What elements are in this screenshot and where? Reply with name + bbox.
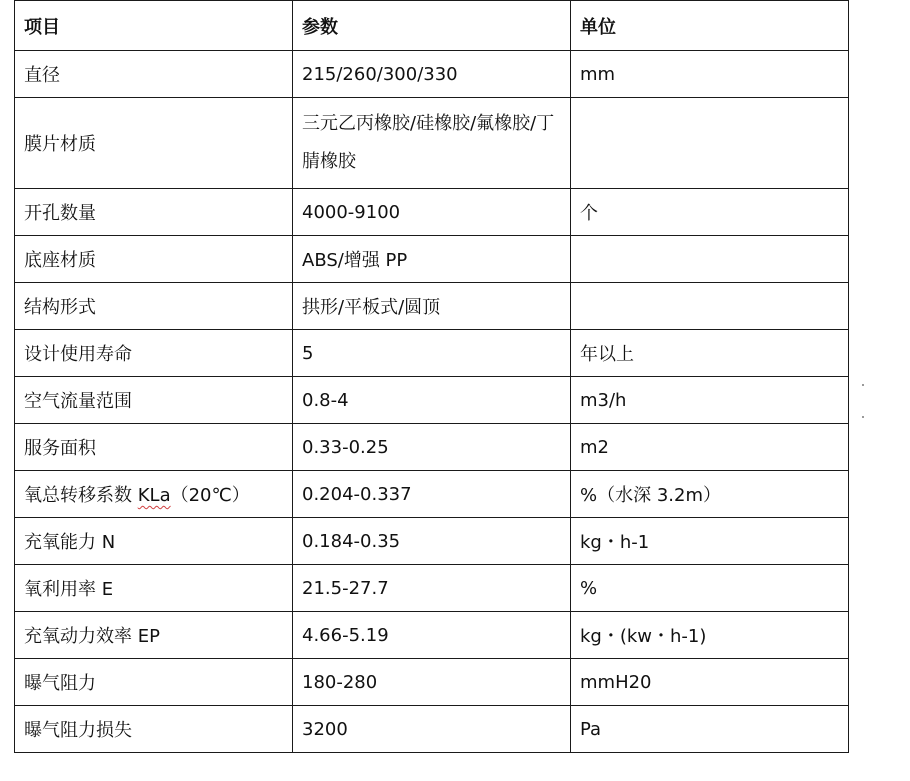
cell-item: 曝气阻力损失 bbox=[15, 706, 293, 753]
cell-item: 直径 bbox=[15, 51, 293, 98]
cell-param: 215/260/300/330 bbox=[293, 51, 571, 98]
cell-unit bbox=[571, 98, 849, 189]
cell-unit: kg・(kw・h-1) bbox=[571, 612, 849, 659]
table-row bbox=[15, 330, 849, 377]
cell-unit: m2 bbox=[571, 424, 849, 471]
cell-param: 拱形/平板式/圆顶 bbox=[293, 283, 571, 330]
cell-unit: m3/h bbox=[571, 377, 849, 424]
cell-unit: %（水深 3.2m） bbox=[571, 471, 849, 518]
table-row bbox=[15, 565, 849, 612]
cell-item: 充氧动力效率 EP bbox=[15, 612, 293, 659]
table-row bbox=[15, 98, 849, 189]
cell-param: ABS/增强 PP bbox=[293, 236, 571, 283]
table-row bbox=[15, 424, 849, 471]
cell-item: 服务面积 bbox=[15, 424, 293, 471]
table-row bbox=[15, 706, 849, 753]
cell-item bbox=[15, 471, 293, 518]
cell-param: 21.5-27.7 bbox=[293, 565, 571, 612]
cell-param: 0.184-0.35 bbox=[293, 518, 571, 565]
spec-table bbox=[14, 0, 849, 753]
cell-item: 设计使用寿命 bbox=[15, 330, 293, 377]
table-row bbox=[15, 471, 849, 518]
cell-item: 氧利用率 E bbox=[15, 565, 293, 612]
cell-item: 开孔数量 bbox=[15, 189, 293, 236]
cell-item: 底座材质 bbox=[15, 236, 293, 283]
cell-unit: kg・h-1 bbox=[571, 518, 849, 565]
table-row bbox=[15, 189, 849, 236]
cell-unit: 年以上 bbox=[571, 330, 849, 377]
table-row bbox=[15, 377, 849, 424]
cell-item: 充氧能力 N bbox=[15, 518, 293, 565]
cell-unit: 个 bbox=[571, 189, 849, 236]
cell-param: 180-280 bbox=[293, 659, 571, 706]
cell-param: 4000-9100 bbox=[293, 189, 571, 236]
cell-unit bbox=[571, 283, 849, 330]
table-row bbox=[15, 236, 849, 283]
cell-param: 0.33-0.25 bbox=[293, 424, 571, 471]
cell-param: 三元乙丙橡胶/硅橡胶/氟橡胶/丁腈橡胶 bbox=[293, 98, 571, 189]
table-row bbox=[15, 659, 849, 706]
margin-mark bbox=[862, 384, 864, 386]
cell-item: 膜片材质 bbox=[15, 98, 293, 189]
header-param: 参数 bbox=[293, 1, 571, 51]
cell-unit bbox=[571, 236, 849, 283]
cell-param: 0.204-0.337 bbox=[293, 471, 571, 518]
cell-unit: Pa bbox=[571, 706, 849, 753]
cell-param: 5 bbox=[293, 330, 571, 377]
cell-param: 3200 bbox=[293, 706, 571, 753]
cell-item-prefix: 氧总转移系数 bbox=[24, 485, 138, 506]
table-row bbox=[15, 51, 849, 98]
cell-item: 结构形式 bbox=[15, 283, 293, 330]
cell-item: 曝气阻力 bbox=[15, 659, 293, 706]
cell-unit: mmH20 bbox=[571, 659, 849, 706]
margin-mark bbox=[862, 416, 864, 418]
cell-unit: % bbox=[571, 565, 849, 612]
cell-unit: mm bbox=[571, 51, 849, 98]
table-row bbox=[15, 283, 849, 330]
cell-param: 4.66-5.19 bbox=[293, 612, 571, 659]
cell-item-suffix: （20℃） bbox=[170, 485, 250, 506]
cell-item: 空气流量范围 bbox=[15, 377, 293, 424]
table-header-row bbox=[15, 1, 849, 51]
header-unit: 单位 bbox=[571, 1, 849, 51]
header-item: 项目 bbox=[15, 1, 293, 51]
spellcheck-marked-text: KLa bbox=[137, 485, 171, 506]
table-row bbox=[15, 612, 849, 659]
cell-param: 0.8-4 bbox=[293, 377, 571, 424]
table-row bbox=[15, 518, 849, 565]
